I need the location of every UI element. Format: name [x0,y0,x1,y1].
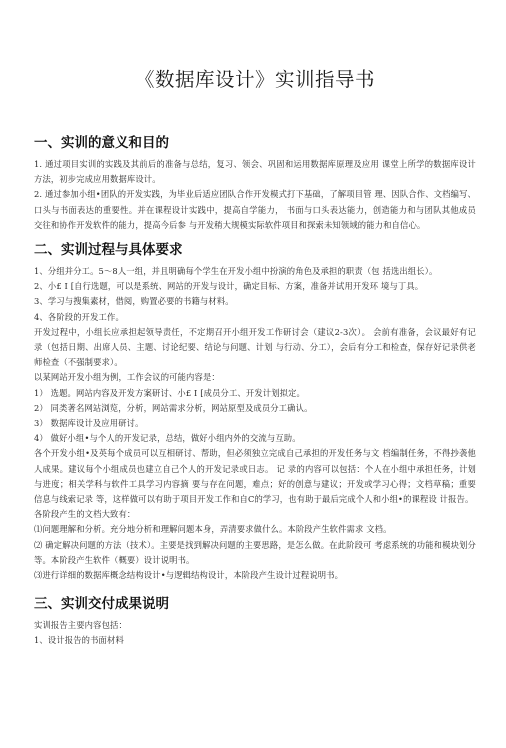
paragraph: 2、小£ I [自行选题，可以是系统、网站的开发与设计，确定目标、方案，准备并试用开发环 境与丁具。 [34,281,424,292]
paragraph: 4、各阶段的开发工作。 [34,311,124,322]
section-heading: 二、实训过程与具体要求 [34,242,183,259]
list-item: ⑵ 确定解决问题的方法（技术）。主要是找到解决问题的主要思路，是怎么做。在此阶段可 考虑系统的功能和模块划分等。本阶段产生软件（概要）设计说明书。 [34,539,476,565]
list-item: 3） 数据库设计及应用研讨。 [34,418,144,429]
paragraph: 以某网站开发小组为例，工作会议的可能内容是： [34,372,220,383]
list-item: 1） 选题。网站内容及开发方案研讨、小£ I [成员分工、开发计划拟定。 [34,387,305,398]
paragraph: 各个开发小组•及英每个成员可以互相研讨、帮助，但必须独立完成自己承担的开发任务与文 档编制任务，不得抄袭他人成果。建议每个小组成员也建立自己个人的开发记录或日志。 记 录的内容可以包括：个人在小组中承担任务，计划与进度；相关学科与软件工具学习内容摘 要与存在问题，难点；好的创意与建议；开发或学习心得；文档草稿；重要信息与线索记录 等，这样做可以有助于项目开发工作和自C的学习，也有助于最后完成个人和小组•的课程设 计报告。 [34,448,476,505]
section-deliverables [34,595,476,648]
paragraph: 实训报告主要内容包括： [34,620,127,631]
list-item: ⑶进行详细的数据库概念结构设计•与逻辑结构设计，本阶段产生设计过程说明书。 [34,570,344,581]
section-meaning-purpose [34,134,476,233]
paragraph: 各阶段产生的文档大致有： [34,509,136,520]
section-heading: 一、实训的意义和目的 [34,135,169,151]
list-item: 2） 同类著名网站浏览，分析，网站需求分析，网站原型及成员分工确认。 [34,402,313,413]
section-heading: 三、实训交付成果说明 [34,596,169,613]
paragraph: 开发过程中，小组长应承担起领导责任，不定期召开小组开发工作研讨会（建议2-3次）。 会前有准备，会议最好有记录（包括日期、出席人员、主题、讨论纪要、结论与问题、计划 与行动、分工），会后有分工和检查，保存好记录供老师检查（不强制要求）。 [34,326,476,368]
list-item: 1、设计报告的书面材料 [34,635,124,646]
list-item: ⑴问题理解和分析。充分地分析和理解问题本身，弄清要求做什么。本阶段产生软件需求 文档。 [34,524,392,535]
document-title: 《数据库设计》实训指导书 [134,68,375,91]
paragraph: 1、分组并分工。5～8人一组，并且明确每个学生在开发小组中扮演的角色及承担的职责（包 括选出组长）。 [34,266,438,277]
paragraph: 1. 通过项目实训的实践及其前后的准备与总结，复习、领会、巩固和运用数据库原理及应用 课堂上所学的数据库设计方法，初步完成应用数据库设计。 [34,159,476,185]
paragraph: 3、学习与搜集素材，借阅，购置必要的书籍与材料。 [34,296,234,307]
section-process-requirements [34,241,476,583]
list-item: 4） 做好小组•与个人的开发记录，总结，做好小组内外的交流与互助。 [34,433,301,444]
paragraph: 2. 通过参加小组•团队的开发实践，为毕业后适应团队合作开发模式打下基础，了解项目管 理、因队合作、文档编写、口头与书面表达的重要性。并在课程设计实践中，提高自学能力， 书面与口头表达能力，创造能力和与团队其他成员交往和协作开发软件的能力，提高今后参 与开发稍大规模实际软件项目和探索未知领域的能力和自信心。 [34,189,476,230]
